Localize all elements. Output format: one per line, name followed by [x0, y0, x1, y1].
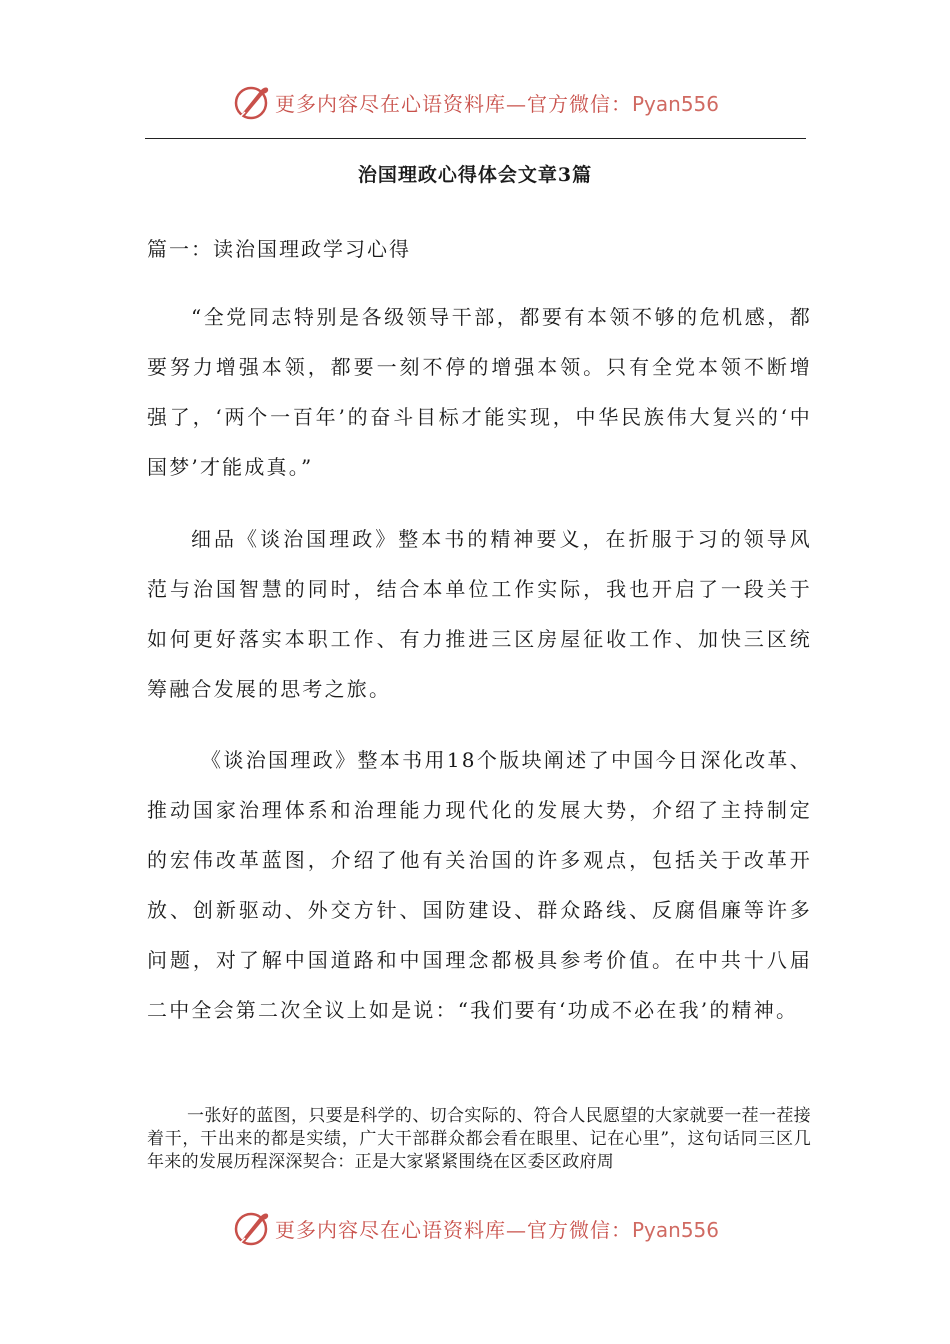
watermark-wechat-id: Pyan556 [631, 91, 719, 116]
watermark-text: 更多内容尽在心语资料库—官方微信：Pyan556 [274, 1217, 719, 1242]
section-heading: 篇一：读治国理政学习心得 [147, 237, 411, 261]
quill-logo-icon [231, 1208, 271, 1248]
quill-logo-icon [231, 82, 271, 122]
watermark-banner-bottom [0, 1208, 950, 1248]
paragraph-4: 一张好的蓝图，只要是科学的、切合实际的、符合人民愿望的大家就要一茬一茬接着干，干出来的都是实绩，广大干部群众都会看在眼里、记在心里”，这句话同三区几年来的发展历程深深契合：正是大家紧紧围绕在区委区政府周 [147, 1106, 811, 1172]
watermark-text: 更多内容尽在心语资料库—官方微信：Pyan556 [274, 91, 719, 116]
paragraph-2: 细品《谈治国理政》整本书的精神要义，在折服于习的领导风范与治国智慧的同时，结合本单位工作实际，我也开启了一段关于如何更好落实本职工作、有力推进三区房屋征收工作、加快三区统筹融合发展的思考之旅。 [147, 527, 812, 701]
watermark-wechat-id: Pyan556 [631, 1217, 719, 1242]
paragraph-3: 《谈治国理政》整本书用18个版块阐述了中国今日深化改革、推动国家治理体系和治理能力现代化的发展大势，介绍了主持制定的宏伟改革蓝图，介绍了他有关治国的许多观点，包括关于改革开放、创新驱动、外交方针、国防建设、群众路线、反腐倡廉等许多问题，对了解中国道路和中国理念都极具参考价值。在中共十八届二中全会第二次全议上如是说：“我们要有‘功成不必在我’的精神。 [147, 748, 812, 1022]
header-rule [145, 138, 806, 139]
document-title: 治国理政心得体会文章3篇 [357, 164, 593, 186]
paragraph-1: “全党同志特别是各级领导干部，都要有本领不够的危机感，都要努力增强本领，都要一刻不停的增强本领。只有全党本领不断增强了，‘两个一百年’的奋斗目标才能实现，中华民族伟大复兴的‘中国梦’才能成真。” [147, 305, 812, 479]
watermark-banner-top [0, 82, 950, 122]
